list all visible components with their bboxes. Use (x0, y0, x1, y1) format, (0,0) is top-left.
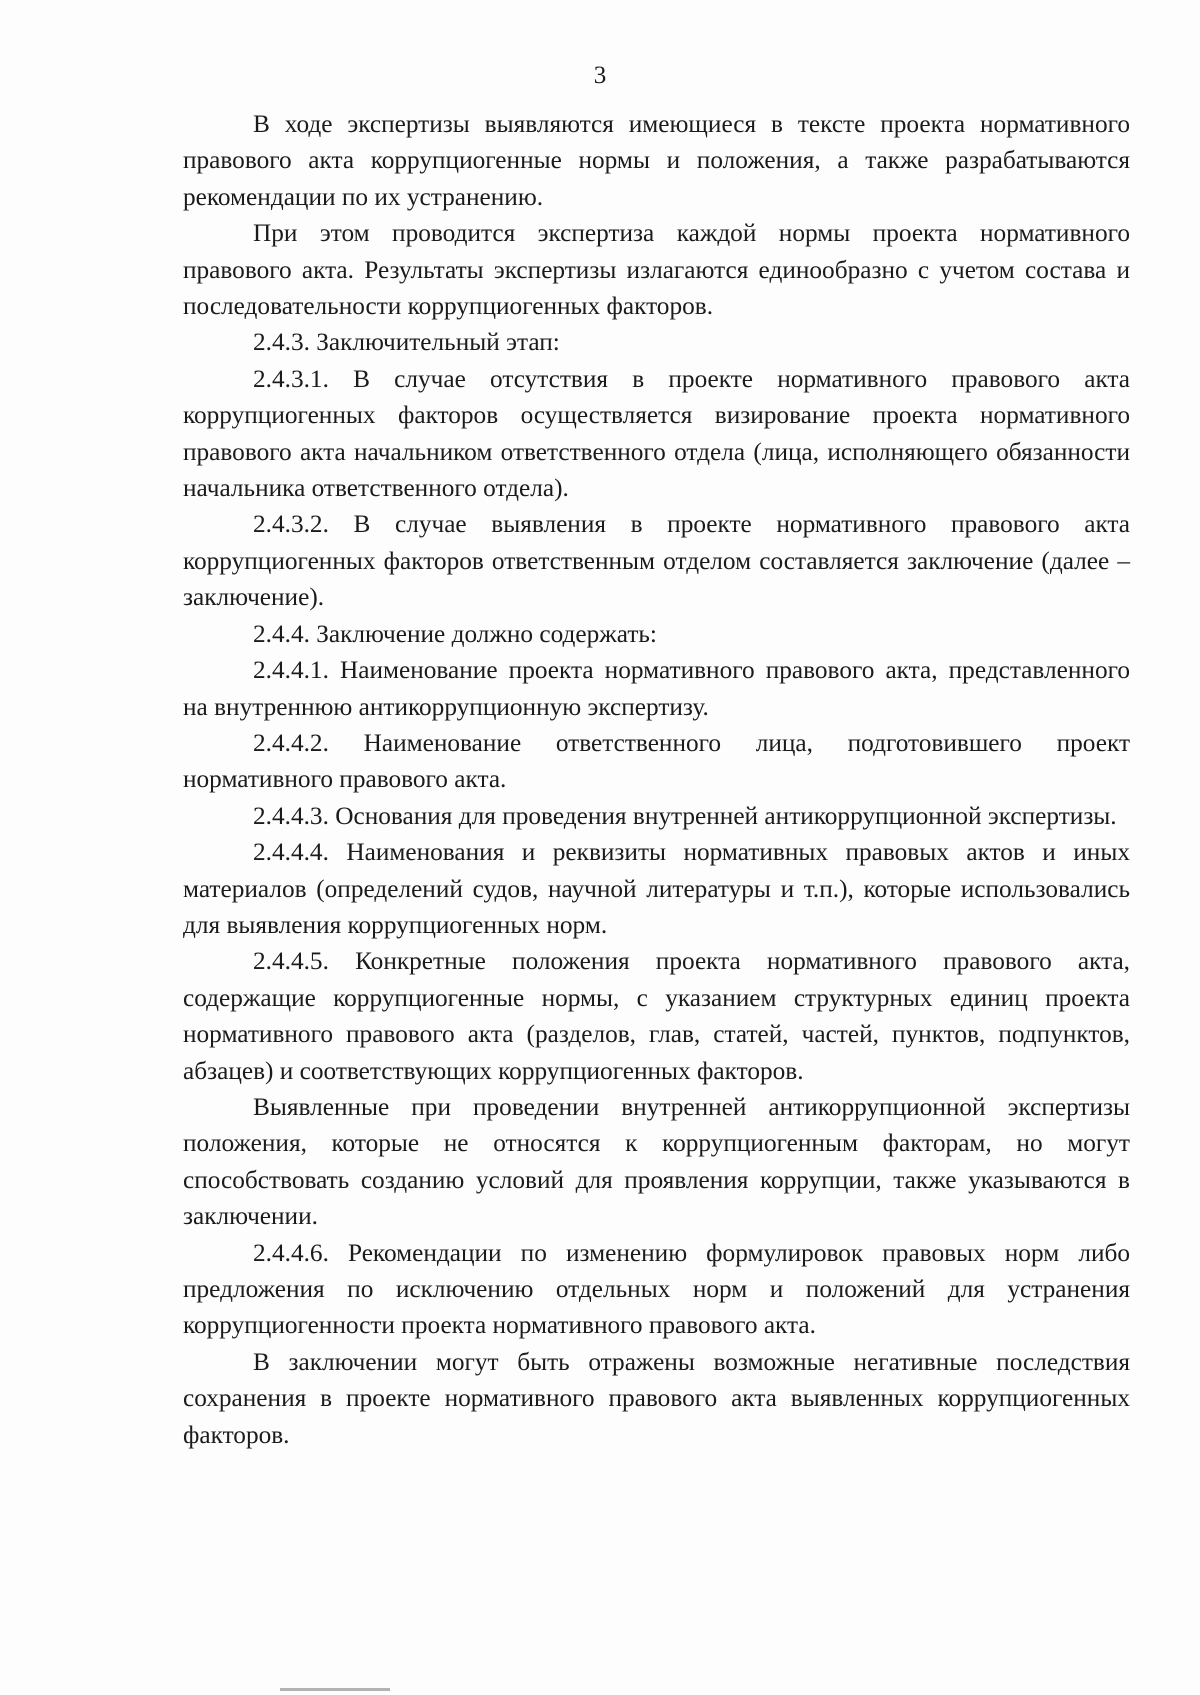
paragraph-2-4-3: 2.4.3. Заключительный этап: (253, 328, 560, 357)
page-number: 3 (593, 62, 607, 89)
scan-artifact-mark (280, 1688, 390, 1691)
paragraph-2-4-4: 2.4.4. Заключение должно содержать: (253, 619, 657, 648)
paragraph-2-4-4-3: 2.4.4.3. Основания для проведения внутренней антикоррупционной экспертизы. (253, 801, 1117, 830)
paragraph-2-4-4-5: 2.4.4.5. Конкретные положения проекта нормативного правового акта, содержащие коррупциогенные нормы, с указанием структурных единиц проекта нормативного правового акта (разделов, глав, статей, частей, пунктов, подпунктов, абзацев) и соответствующих коррупциогенных факторов. (183, 947, 1130, 1085)
paragraph-2-4-4-6: 2.4.4.6. Рекомендации по изменению формулировок правовых норм либо предложения по исключению отдельных норм и положений для устранения коррупциогенности проекта нормативного правового акта. (183, 1238, 1130, 1340)
paragraph-expertise-each-norm: При этом проводится экспертиза каждой нормы проекта нормативного правового акта. Результаты экспертизы излагаются единообразно с учетом состава и последовательности коррупциогенных факторов. (183, 219, 1130, 321)
paragraph-identified-provisions: Выявленные при проведении внутренней антикоррупционной экспертизы положения, которые не относятся к коррупциогенным факторам, но могут способствовать созданию условий для проявления коррупции, также указываются в заключении. (183, 1092, 1130, 1231)
paragraph-2-4-4-4: 2.4.4.4. Наименования и реквизиты нормативных правовых актов и иных материалов (определений судов, научной литературы и т.п.), которые использовались для выявления коррупциогенных норм. (183, 838, 1130, 939)
paragraph-negative-consequences: В заключении могут быть отражены возможные негативные последствия сохранения в проекте нормативного правового акта выявленных коррупциогенных факторов. (183, 1347, 1130, 1449)
paragraph-expertise-identification: В ходе экспертизы выявляются имеющиеся в тексте проекта нормативного правового акта коррупциогенные нормы и положения, а также разрабатываются рекомендации по их устранению. (183, 110, 1130, 211)
paragraph-2-4-3-1: 2.4.3.1. В случае отсутствия в проекте нормативного правового акта коррупциогенных факторов осуществляется визирование проекта нормативного правового акта начальником ответственного отдела (лица, исполняющего обязанности начальника ответственного отдела). (183, 364, 1130, 503)
paragraph-2-4-3-2: 2.4.3.2. В случае выявления в проекте нормативного правового акта коррупциогенных факторов ответственным отделом составляется заключение (далее – заключение). (183, 510, 1130, 612)
paragraph-2-4-4-1: 2.4.4.1. Наименование проекта нормативного правового акта, представленного на внутреннюю антикоррупционную экспертизу. (183, 656, 1130, 721)
document-body (183, 106, 1130, 1453)
paragraph-2-4-4-2: 2.4.4.2. Наименование ответственного лица, подготовившего проект нормативного правового акта. (183, 728, 1130, 794)
